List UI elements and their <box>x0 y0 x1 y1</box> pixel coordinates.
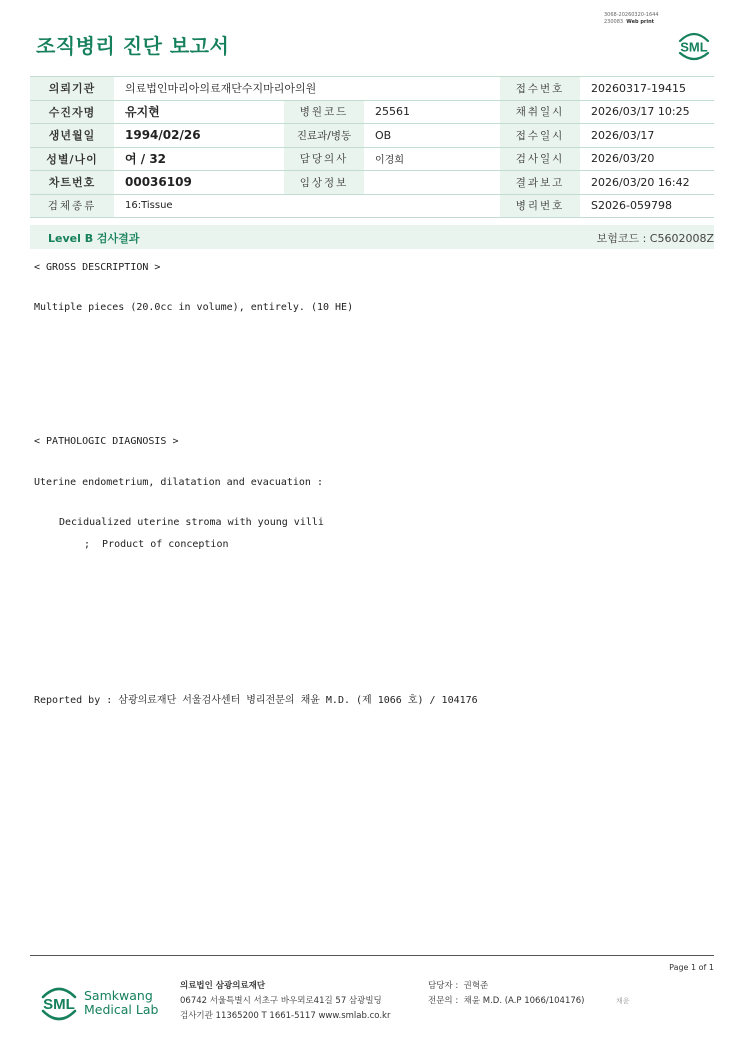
info-row <box>30 124 714 148</box>
report-title: 조직병리 진단 보고서 <box>36 34 230 58</box>
info-value: 16:Tissue <box>114 194 500 218</box>
info-value: 2026/03/17 <box>580 124 714 148</box>
info-label: 접수번호 <box>500 77 580 101</box>
insurance-code: 보험코드 : C5602008Z <box>596 232 714 245</box>
manager-line <box>428 979 585 994</box>
print-code-id: 230083 <box>604 18 624 25</box>
info-label: 채취일시 <box>500 100 580 124</box>
specialist-name: 채윤 M.D. (A.P 1066/104176) <box>463 996 585 1006</box>
brand-line1: Samkwang <box>84 988 153 1003</box>
gross-heading: < GROSS DESCRIPTION > <box>34 262 161 273</box>
info-label: 성별/나이 <box>30 147 114 171</box>
info-label: 차트번호 <box>30 171 114 195</box>
info-value: 유지현 <box>114 100 284 124</box>
info-label: 결과보고 <box>500 171 580 195</box>
info-row <box>30 171 714 195</box>
info-value: 25561 <box>364 100 500 124</box>
signature: 채윤 <box>616 997 630 1005</box>
sml-footer-logo-text: SML <box>43 996 75 1013</box>
org-info <box>180 979 390 1024</box>
info-label: 임상정보 <box>284 171 364 195</box>
manager-name: 권혁준 <box>463 981 489 991</box>
info-row <box>30 100 714 124</box>
info-row <box>30 147 714 171</box>
info-value <box>364 171 500 195</box>
org-name: 의료법인 삼광의료재단 <box>180 981 266 991</box>
info-label: 진료과/병동 <box>284 124 364 148</box>
specialist-line <box>428 994 585 1009</box>
print-code-label: Web print <box>626 18 655 25</box>
sml-logo-icon <box>673 26 715 64</box>
diagnosis-line: Uterine endometrium, dilatation and evacuation : <box>34 477 323 488</box>
gross-text: Multiple pieces (20.0cc in volume), entirely. (10 HE) <box>34 302 354 313</box>
info-label: 접수일시 <box>500 124 580 148</box>
info-row <box>30 194 714 218</box>
specialist-label: 전문의 : <box>428 996 459 1006</box>
info-value: OB <box>364 124 500 148</box>
info-row <box>30 77 714 101</box>
info-label: 병리번호 <box>500 194 580 218</box>
print-code-line1: 3068-20260320-1644 <box>604 12 659 18</box>
footer-divider <box>30 955 714 956</box>
diagnosis-line: ; Product of conception <box>84 539 229 550</box>
diagnosis-line: Decidualized uterine stroma with young villi <box>59 517 324 528</box>
level-title: Level B 검사결과 <box>48 232 140 245</box>
page-number: Page 1 of 1 <box>669 963 714 972</box>
info-label: 생년월일 <box>30 124 114 148</box>
sml-logo-text: SML <box>680 39 708 55</box>
info-value: 이경희 <box>364 147 500 171</box>
brand-line2: Medical Lab <box>84 1002 159 1017</box>
info-value: 2026/03/17 10:25 <box>580 100 714 124</box>
manager-label: 담당자 : <box>428 981 459 991</box>
org-address: 06742 서울특별시 서초구 바우뫼로41길 57 삼광빌딩 <box>180 996 382 1006</box>
info-label: 병원코드 <box>284 100 364 124</box>
patient-info-table <box>30 76 714 218</box>
info-label: 검사일시 <box>500 147 580 171</box>
info-value: 00036109 <box>114 171 284 195</box>
info-value: 20260317-19415 <box>580 77 714 101</box>
reported-by: Reported by : 삼광의료재단 서울검사센터 병리전문의 채윤 M.D. (제 1066 호) / 104176 <box>34 695 478 706</box>
info-value: 2026/03/20 16:42 <box>580 171 714 195</box>
diagnosis-heading: < PATHOLOGIC DIAGNOSIS > <box>34 436 179 447</box>
org-contact: 검사기관 11365200 T 1661-5117 www.smlab.co.kr <box>180 1011 391 1021</box>
info-value: 의료법인마리아의료재단수지마리아의원 <box>114 77 500 101</box>
print-code <box>604 12 659 25</box>
info-value: 1994/02/26 <box>114 124 284 148</box>
info-value: S2026-059798 <box>580 194 714 218</box>
info-value: 2026/03/20 <box>580 147 714 171</box>
print-code-line2 <box>604 19 659 26</box>
info-label: 의뢰기관 <box>30 77 114 101</box>
info-value: 여 / 32 <box>114 147 284 171</box>
info-label: 검체종류 <box>30 194 114 218</box>
info-label: 수진자명 <box>30 100 114 124</box>
sml-footer-logo-icon <box>37 980 81 1026</box>
signer-info <box>428 979 585 1009</box>
brand-name <box>84 989 158 1017</box>
info-label: 담당의사 <box>284 147 364 171</box>
